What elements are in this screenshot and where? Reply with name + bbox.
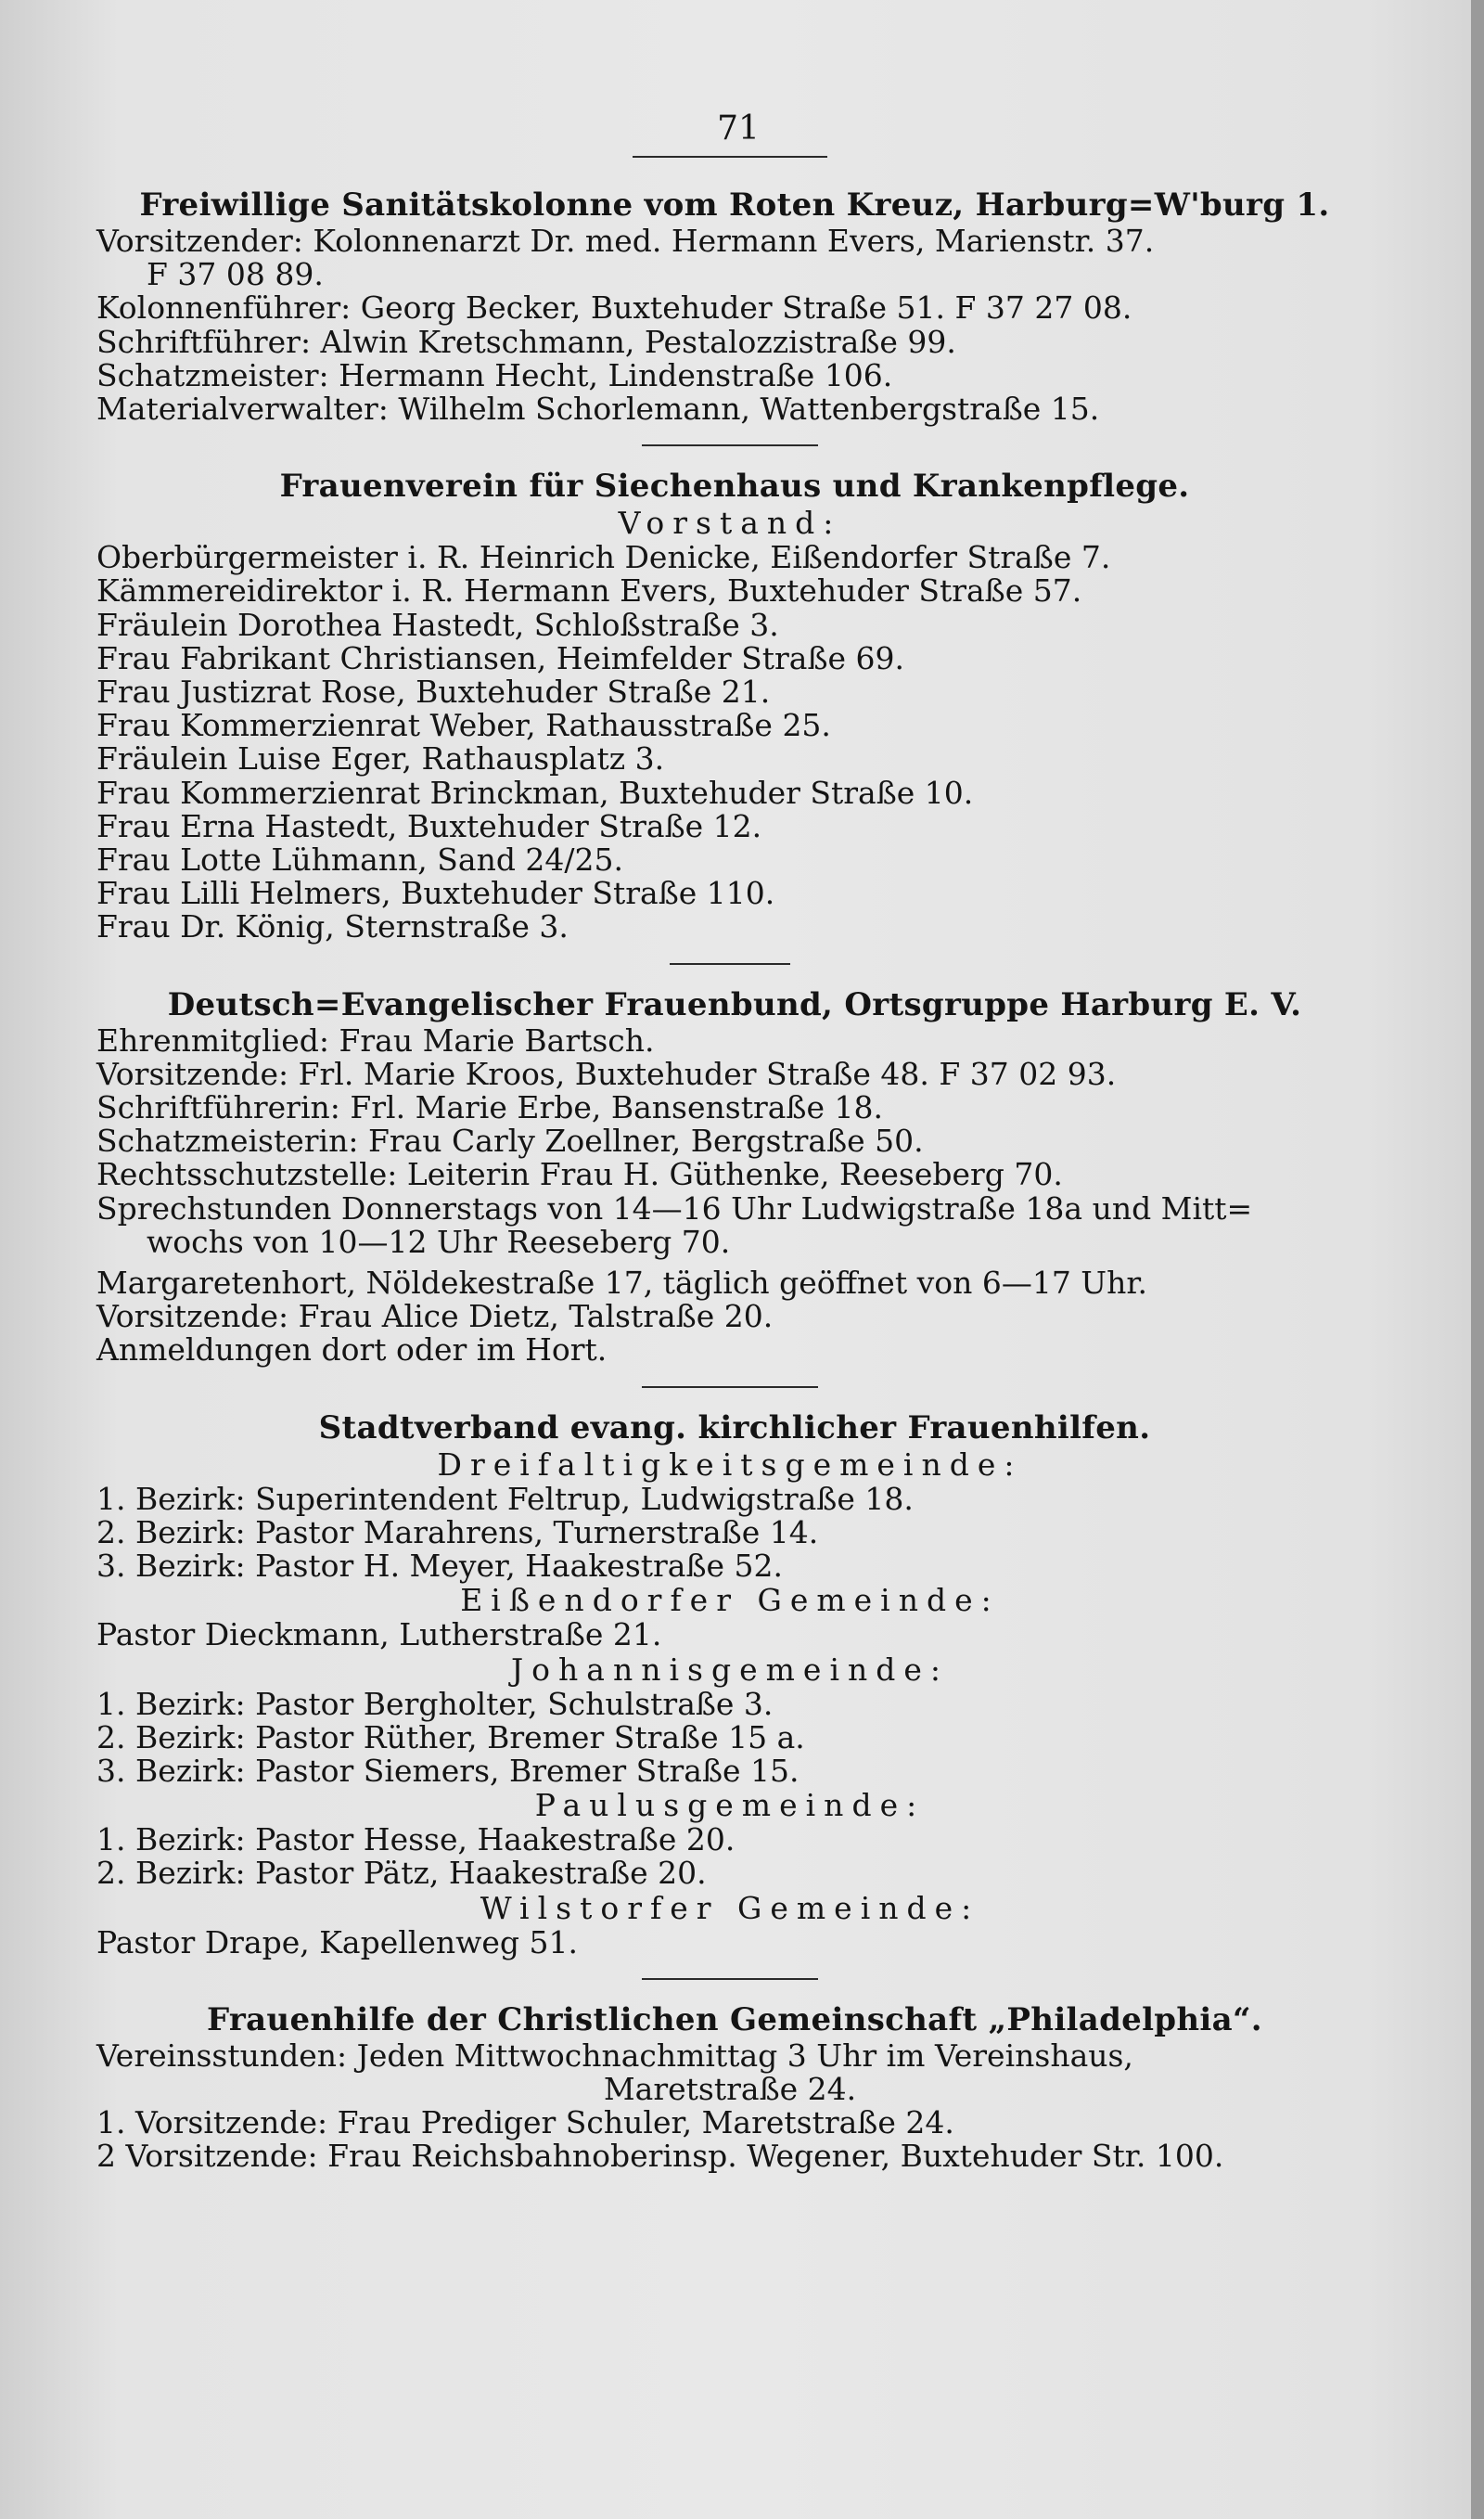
- text-line: Sprechstunden Donnerstags von 14—16 Uhr Ludwigstraße 18a und Mitt=: [96, 1189, 1253, 1227]
- page-number: 71: [717, 109, 760, 148]
- text-line: 1. Bezirk: Pastor Hesse, Haakestraße 20.: [96, 1821, 736, 1858]
- text-line: 3. Bezirk: Pastor Siemers, Bremer Straße 15.: [96, 1752, 800, 1789]
- text-line: 3. Bezirk: Pastor H. Meyer, Haakestraße 52.: [96, 1548, 784, 1585]
- text-line: Materialverwalter: Wilhelm Schorlemann, Wattenbergstraße 15.: [96, 391, 1100, 428]
- text-line: Frau Lilli Helmers, Buxtehuder Straße 110.: [96, 875, 775, 912]
- text-line: Anmeldungen dort oder im Hort.: [96, 1331, 608, 1369]
- text-line: Vereinsstunden: Jeden Mittwochnachmittag 3 Uhr im Vereinshaus,: [96, 2037, 1133, 2074]
- text-line: Rechtsschutzstelle: Leiterin Frau H. Güthenke, Reeseberg 70.: [96, 1156, 1063, 1193]
- text-line: Schriftführer: Alwin Kretschmann, Pestalozzistraße 99.: [96, 323, 956, 360]
- section-divider: [642, 1386, 818, 1388]
- text-line: Frau Justizrat Rose, Buxtehuder Straße 21.: [96, 674, 771, 711]
- text-line: Vorsitzender: Kolonnenarzt Dr. med. Hermann Evers, Marienstr. 37.: [96, 223, 1155, 259]
- text-line: Oberbürgermeister i. R. Heinrich Denicke, Eißendorfer Straße 7.: [96, 539, 1111, 576]
- header-rule: [633, 156, 827, 158]
- text-line: Pastor Drape, Kapellenweg 51.: [96, 1923, 579, 1960]
- section-divider: [642, 1978, 818, 1980]
- section-title: Deutsch=Evangelischer Frauenbund, Ortsgruppe Harburg E. V.: [167, 985, 1302, 1023]
- text-line: F 37 08 89.: [147, 256, 324, 293]
- section-divider: [670, 963, 790, 965]
- congregation-name: Eißendorfer Gemeinde:: [460, 1582, 1000, 1619]
- text-line: 2. Bezirk: Pastor Pätz, Haakestraße 20.: [96, 1855, 707, 1892]
- section-title: Frauenverein für Siechenhaus und Krankenpflege.: [279, 468, 1190, 506]
- text-line: Vorsitzende: Frl. Marie Kroos, Buxtehuder Straße 48. F 37 02 93.: [96, 1055, 1117, 1092]
- section-stadtverband: [96, 1408, 1363, 1960]
- section-title: Stadtverband evang. kirchlicher Frauenhilfen.: [318, 1408, 1151, 1446]
- text-line: wochs von 10—12 Uhr Reeseberg 70.: [147, 1223, 731, 1260]
- text-line: Frau Erna Hastedt, Buxtehuder Straße 12.: [96, 807, 762, 844]
- section-frauenverein: [96, 467, 1363, 944]
- text-line: Fräulein Luise Eger, Rathausplatz 3.: [96, 740, 665, 778]
- section-frauenbund: [96, 985, 1363, 1368]
- section-philadelphia: [96, 2000, 1363, 2174]
- text-line: Pastor Dieckmann, Lutherstraße 21.: [96, 1616, 662, 1653]
- section-divider: [642, 444, 818, 446]
- section-sanitaetskolonne: [96, 186, 1363, 426]
- text-line: Kämmereidirektor i. R. Hermann Evers, Buxtehuder Straße 57.: [96, 572, 1082, 610]
- text-line: Schatzmeister: Hermann Hecht, Lindenstraße 106.: [96, 356, 893, 393]
- text-line: Ehrenmitglied: Frau Marie Bartsch.: [96, 1022, 655, 1059]
- text-line: Margaretenhort, Nöldekestraße 17, täglich geöffnet von 6—17 Uhr.: [96, 1265, 1148, 1302]
- text-line: Kolonnenführer: Georg Becker, Buxtehuder Straße 51. F 37 27 08.: [96, 289, 1132, 327]
- text-line: Schriftführerin: Frl. Marie Erbe, Bansenstraße 18.: [96, 1089, 883, 1126]
- text-line: Maretstraße 24.: [603, 2070, 857, 2107]
- text-line: 1. Bezirk: Superintendent Feltrup, Ludwigstraße 18.: [96, 1480, 914, 1517]
- congregation-name: Dreifaltigkeitsgemeinde:: [437, 1446, 1023, 1483]
- text-line: Vorsitzende: Frau Alice Dietz, Talstraße 20.: [96, 1298, 774, 1335]
- section-title: Frauenhilfe der Christlichen Gemeinschaft „Philadelphia“.: [207, 2000, 1262, 2038]
- text-line: 1. Vorsitzende: Frau Prediger Schuler, Maretstraße 24.: [96, 2104, 954, 2141]
- text-line: Fräulein Dorothea Hastedt, Schloßstraße 3.: [96, 606, 779, 643]
- text-line: 1. Bezirk: Pastor Bergholter, Schulstraße 3.: [96, 1685, 774, 1722]
- congregation-name: Wilstorfer Gemeinde:: [480, 1889, 980, 1926]
- text-line: Schatzmeisterin: Frau Carly Zoellner, Bergstraße 50.: [96, 1123, 924, 1160]
- text-line: Frau Lotte Lühmann, Sand 24/25.: [96, 842, 624, 879]
- congregation-name: Johannisgemeinde:: [510, 1651, 950, 1688]
- text-line: 2. Bezirk: Pastor Marahrens, Turnerstraße 14.: [96, 1513, 819, 1550]
- section-title: Freiwillige Sanitätskolonne vom Roten Kreuz, Harburg=W'burg 1.: [139, 186, 1330, 224]
- section-subtitle: Vorstand:: [618, 505, 842, 542]
- congregation-name: Paulusgemeinde:: [534, 1787, 926, 1824]
- text-line: 2 Vorsitzende: Frau Reichsbahnoberinsp. Wegener, Buxtehuder Str. 100.: [96, 2138, 1224, 2175]
- text-line: Frau Fabrikant Christiansen, Heimfelder Straße 69.: [96, 639, 904, 676]
- text-line: Frau Dr. König, Sternstraße 3.: [96, 908, 569, 945]
- text-line: Frau Kommerzienrat Weber, Rathausstraße 25.: [96, 707, 831, 744]
- text-line: 2. Bezirk: Pastor Rüther, Bremer Straße 15 a.: [96, 1718, 805, 1755]
- text-line: Frau Kommerzienrat Brinckman, Buxtehuder Straße 10.: [96, 774, 974, 811]
- page-edge-shadow: [1471, 0, 1484, 2519]
